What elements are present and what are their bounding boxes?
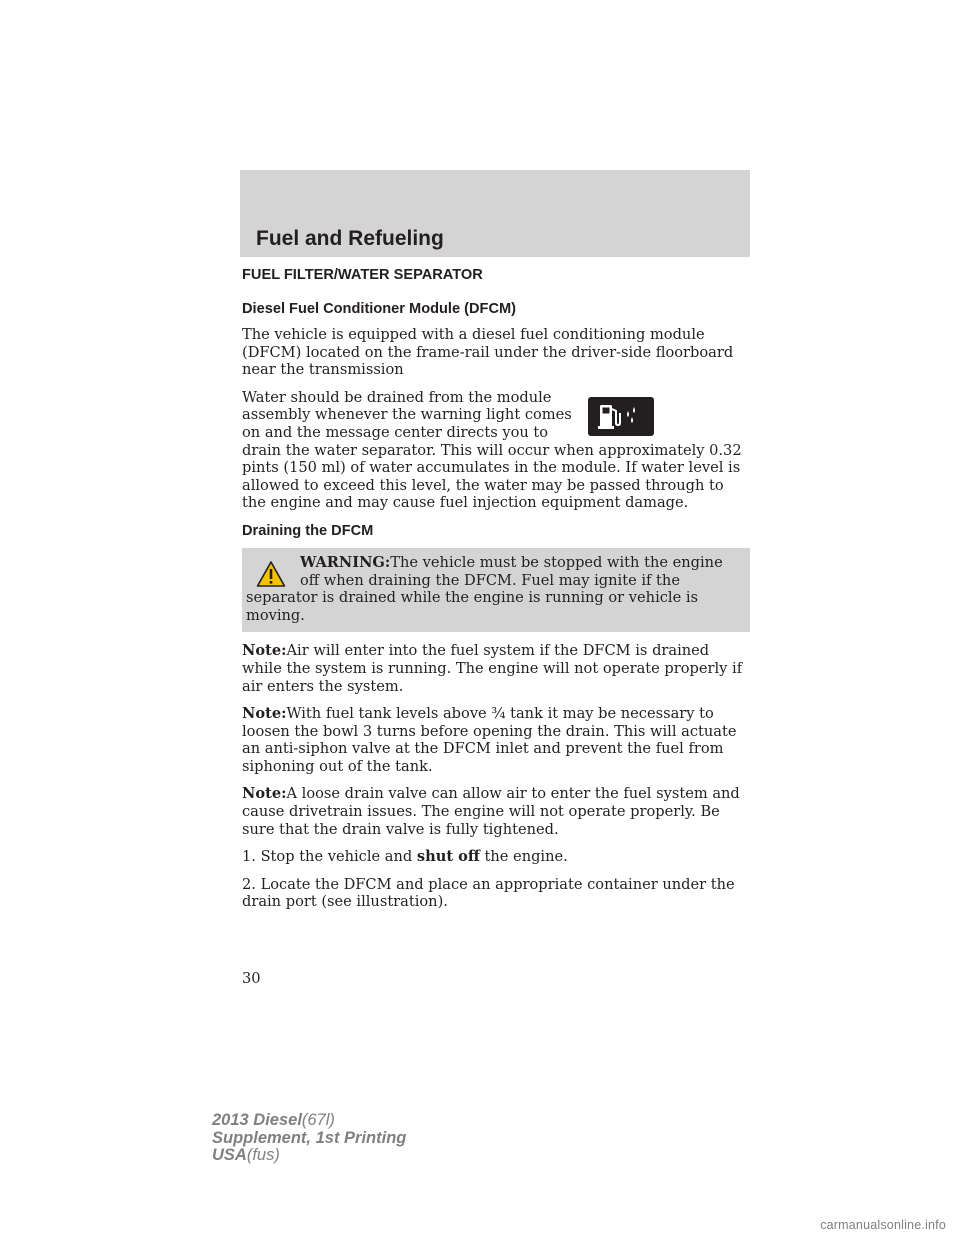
step-1 bbox=[242, 848, 750, 866]
note-text: With fuel tank levels above ¾ tank it may be necessary to loosen the bowl 3 turns before opening the drain. This will actuate an anti-siphon valve at the DFCM inlet and prevent the fuel from siphoning out of the tank. bbox=[242, 705, 737, 775]
warning-text bbox=[246, 554, 746, 624]
footer-line-3 bbox=[212, 1147, 406, 1165]
footer-market: USA bbox=[212, 1146, 247, 1164]
note-paragraph bbox=[242, 785, 750, 838]
note-text: Air will enter into the fuel system if the DFCM is drained while the system is running. The engine will not operate properly if air enters the system. bbox=[242, 642, 743, 695]
step-1-emphasis: shut off bbox=[416, 848, 480, 866]
section-header-band bbox=[240, 170, 750, 257]
drain-paragraph: Water should be drained from the module assembly whenever the warning light comes on and the message center directs you to drain the water separator. This will occur when approximately 0.32 pints (150 ml) of water accumulates in the module. If water level is allowed to exceed this level, the water may be passed through to the engine and may cause fuel injection equipment damage. bbox=[242, 388, 742, 512]
step-1-suffix: the engine. bbox=[479, 848, 568, 866]
note-label: Note: bbox=[242, 785, 287, 803]
footer-model: 2013 Diesel bbox=[212, 1111, 302, 1129]
warning-triangle-icon bbox=[256, 560, 286, 588]
intro-paragraph: The vehicle is equipped with a diesel fuel conditioning module (DFCM) located on the frame-rail under the driver-side floorboard near the transmission bbox=[242, 326, 734, 379]
drain-paragraph-block bbox=[242, 389, 750, 512]
edition-footer bbox=[212, 1112, 406, 1165]
footer-line-1 bbox=[212, 1112, 406, 1130]
note-label: Note: bbox=[242, 642, 287, 660]
chapter-title: Fuel and Refueling bbox=[256, 227, 444, 250]
footer-line-2 bbox=[212, 1130, 406, 1148]
footer-printing: Supplement, 1st Printing bbox=[212, 1128, 407, 1147]
warning-body: The vehicle must be stopped with the engine off when draining the DFCM. Fuel may ignite if the separator is drained while the engine is running or vehicle is moving. bbox=[246, 553, 723, 624]
watermark-link[interactable]: carmanualsonline.info bbox=[820, 1218, 946, 1232]
note-text: A loose drain valve can allow air to enter the fuel system and cause drivetrain issues. The engine will not operate properly. Be sure that the drain valve is fully tightened. bbox=[242, 785, 740, 838]
section-title: FUEL FILTER/WATER SEPARATOR bbox=[242, 267, 483, 283]
footer-model-code: (67l) bbox=[301, 1111, 335, 1129]
note-paragraph bbox=[242, 642, 750, 695]
section-subtitle: Diesel Fuel Conditioner Module (DFCM) bbox=[242, 301, 517, 317]
step-2: 2. Locate the DFCM and place an appropriate container under the drain port (see illustration). bbox=[242, 875, 735, 911]
page-content bbox=[242, 266, 750, 921]
step-1-prefix: 1. Stop the vehicle and bbox=[242, 848, 417, 866]
note-paragraph bbox=[242, 705, 750, 775]
warning-box bbox=[242, 548, 750, 632]
note-label: Note: bbox=[242, 705, 287, 723]
draining-title: Draining the DFCM bbox=[242, 522, 374, 539]
water-in-fuel-icon bbox=[588, 397, 654, 436]
footer-market-code: (fus) bbox=[246, 1146, 280, 1164]
page-number: 30 bbox=[242, 970, 261, 987]
warning-label: WARNING: bbox=[300, 553, 391, 571]
